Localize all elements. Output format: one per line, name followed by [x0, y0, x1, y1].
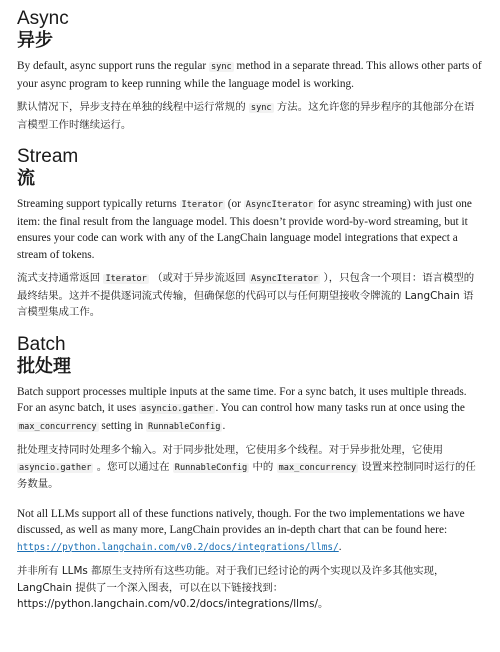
paragraph-closing-zh: 并非所有 LLMs 都原生支持所有这些功能。对于我们已经讨论的两个实现以及许多其他实现，LangChain 提供了一个深入图表，可以在以下链接找到：https://python.langchain.com/v0.2/docs/integrations/llms/。 [17, 565, 445, 610]
code-async-iterator: AsyncIterator [250, 274, 319, 284]
section-stream [17, 146, 483, 321]
text-run: Streaming support typically returns [17, 198, 180, 210]
code-async-iterator: AsyncIterator [245, 200, 314, 210]
paragraph-async-en [17, 58, 483, 92]
section-async [17, 8, 483, 133]
code-iterator: Iterator [181, 200, 223, 210]
text-run: . [338, 540, 342, 553]
code-sync: sync [211, 62, 232, 72]
text-run: （或对于异步流返回 [148, 272, 249, 284]
text-run: ），只包含一个项目：语言模型的最终结果。这并不提供逐词流式传输，但确保您的代码可以与任何期望接收令牌流的 LangChain 语言模型集成工作。 [17, 272, 475, 318]
code-runnable-config: RunnableConfig [148, 421, 221, 432]
paragraph-stream-zh [17, 270, 483, 321]
paragraph-stream-en [17, 196, 483, 263]
text-run: for async streaming) with just one item: the final result from the language model. This doesn’t provide word-by-word streaming, but it ensures your code can work with any of the LangChain language model integrations that expect a stream of tokens. [17, 198, 472, 261]
heading-batch-zh: 批处理 [17, 355, 71, 377]
paragraph-async-zh [17, 99, 483, 133]
text-run: 。您可以通过在 [93, 460, 173, 473]
text-run: (or [224, 198, 244, 210]
integrations-link[interactable]: https://python.langchain.com/v0.2/docs/integrations/llms/ [17, 541, 339, 553]
section-closing [17, 506, 483, 613]
paragraph-batch-en [17, 384, 483, 436]
text-run: 批处理支持同时处理多个输入。对于同步批处理，它使用多个线程。对于异步批处理，它使用 [17, 444, 444, 456]
code-max-concurrency: max_concurrency [278, 462, 357, 473]
text-run: setting in [98, 419, 146, 432]
code-iterator: Iterator [105, 274, 147, 284]
code-runnable-config: RunnableConfig [174, 462, 248, 473]
heading-async-zh: 异步 [17, 30, 53, 51]
text-run: By default, async support runs the regular [17, 60, 209, 72]
text-run: 中的 [249, 460, 277, 473]
code-sync: sync [250, 103, 272, 113]
text-run: 默认情况下，异步支持在单独的线程中运行常规的 [17, 101, 249, 113]
text-run: Batch support processes multiple inputs at the same time. For a sync batch, it uses multiple threads. For an async batch, it uses [17, 385, 467, 414]
text-run: . You can control how many tasks run at once using the [215, 402, 465, 414]
text-run: method in a separate thread. This allows other parts of your async program to keep running while the language model is working. [17, 60, 482, 90]
heading-batch-en: Batch [17, 333, 66, 355]
code-max-concurrency: max_concurrency [19, 421, 97, 432]
text-run: 设置来控制同时运行的任务数量。 [17, 460, 476, 490]
text-run: Not all LLMs support all of these functions natively, though. For the two implementations we have discussed, as well as many more, LangChain provides an in-depth chart that can be found here: [17, 507, 465, 536]
code-asyncio-gather: asyncio.gather [19, 462, 92, 473]
code-asyncio-gather: asyncio.gather [141, 404, 214, 414]
heading-stream-zh: 流 [17, 168, 35, 189]
text-run: . [222, 419, 226, 432]
text-run: 流式支持通常返回 [17, 272, 104, 284]
text-run: 方法。这允许您的异步程序的其他部分在语言模型工作时继续运行。 [17, 101, 475, 131]
heading-stream-en: Stream [17, 146, 79, 167]
paragraph-closing-en [17, 506, 483, 557]
heading-async-en: Async [17, 8, 69, 29]
paragraph-batch-zh [17, 442, 483, 493]
section-batch [17, 334, 483, 493]
